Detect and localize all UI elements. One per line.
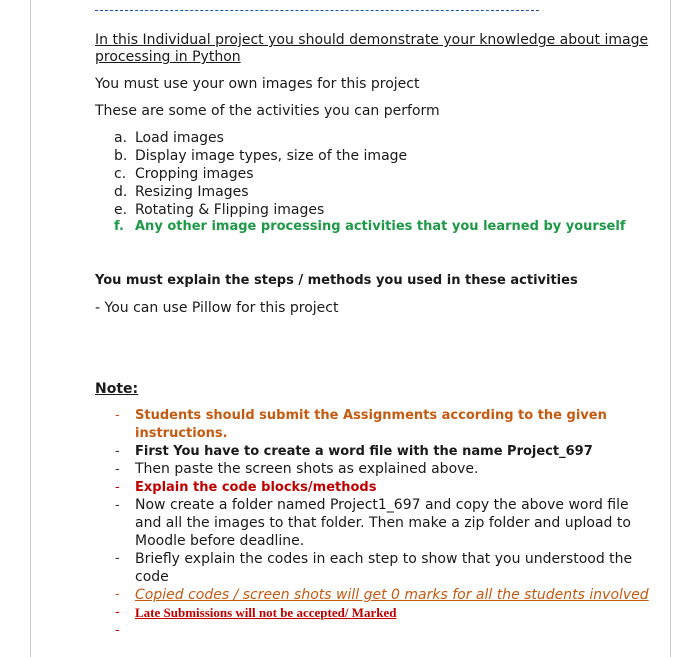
note-item-word-file: First You have to create a word file with the name Project_697 [135, 444, 593, 459]
dashed-separator [95, 10, 539, 11]
list-marker: - [115, 623, 120, 638]
note-item-explain-code: Explain the code blocks/methods [135, 480, 377, 495]
list-marker: a. [114, 130, 128, 146]
list-marker: b. [114, 148, 128, 164]
note-item-submit-cont: instructions. [135, 426, 228, 441]
list-marker: c. [114, 166, 127, 182]
note-item-screenshots: Then paste the screen shots as explained above. [135, 461, 479, 477]
pillow-note: - You can use Pillow for this project [95, 300, 339, 316]
activities-intro-text: These are some of the activities you can perform [95, 103, 440, 119]
note-item-folder-1: Now create a folder named Project1_697 and copy the above word file [135, 497, 629, 513]
own-images-text: You must use your own images for this project [95, 76, 420, 92]
note-item-submit: Students should submit the Assignments according to the given [135, 408, 607, 423]
intro-line-1: In this Individual project you should demonstrate your knowledge about image [95, 32, 649, 48]
list-marker: f. [114, 219, 124, 234]
note-item-folder-2: and all the images to that folder. Then make a zip folder and upload to [135, 515, 631, 531]
intro-line-2: processing in Python [95, 49, 241, 65]
note-heading: Note: [95, 381, 139, 397]
note-item-folder-3: Moodle before deadline. [135, 533, 305, 549]
list-marker: - [115, 462, 120, 477]
note-item-briefly-2: code [135, 569, 169, 585]
list-marker: - [115, 480, 120, 495]
page-border-right [670, 0, 671, 657]
list-item: Cropping images [135, 166, 254, 182]
list-marker: - [115, 408, 120, 423]
list-item: Rotating & Flipping images [135, 202, 325, 218]
list-marker: - [115, 444, 120, 459]
list-marker: - [115, 498, 120, 513]
list-marker: - [115, 551, 120, 566]
note-item-copied: Copied codes / screen shots will get 0 marks for all the students involved [135, 587, 649, 603]
list-marker: d. [114, 184, 128, 200]
list-item: Display image types, size of the image [135, 148, 408, 164]
list-marker: - [115, 605, 120, 620]
list-marker: - [115, 587, 120, 602]
page-border-left [30, 0, 31, 657]
explain-heading: You must explain the steps / methods you used in these activities [95, 273, 578, 288]
note-item-late: Late Submissions will not be accepted/ Marked [135, 605, 397, 620]
note-item-briefly-1: Briefly explain the codes in each step to show that you understood the [135, 551, 633, 567]
list-item: Resizing Images [135, 184, 249, 200]
list-item-highlight: Any other image processing activities that you learned by yourself [135, 219, 626, 234]
list-item: Load images [135, 130, 224, 146]
list-marker: e. [114, 202, 128, 218]
